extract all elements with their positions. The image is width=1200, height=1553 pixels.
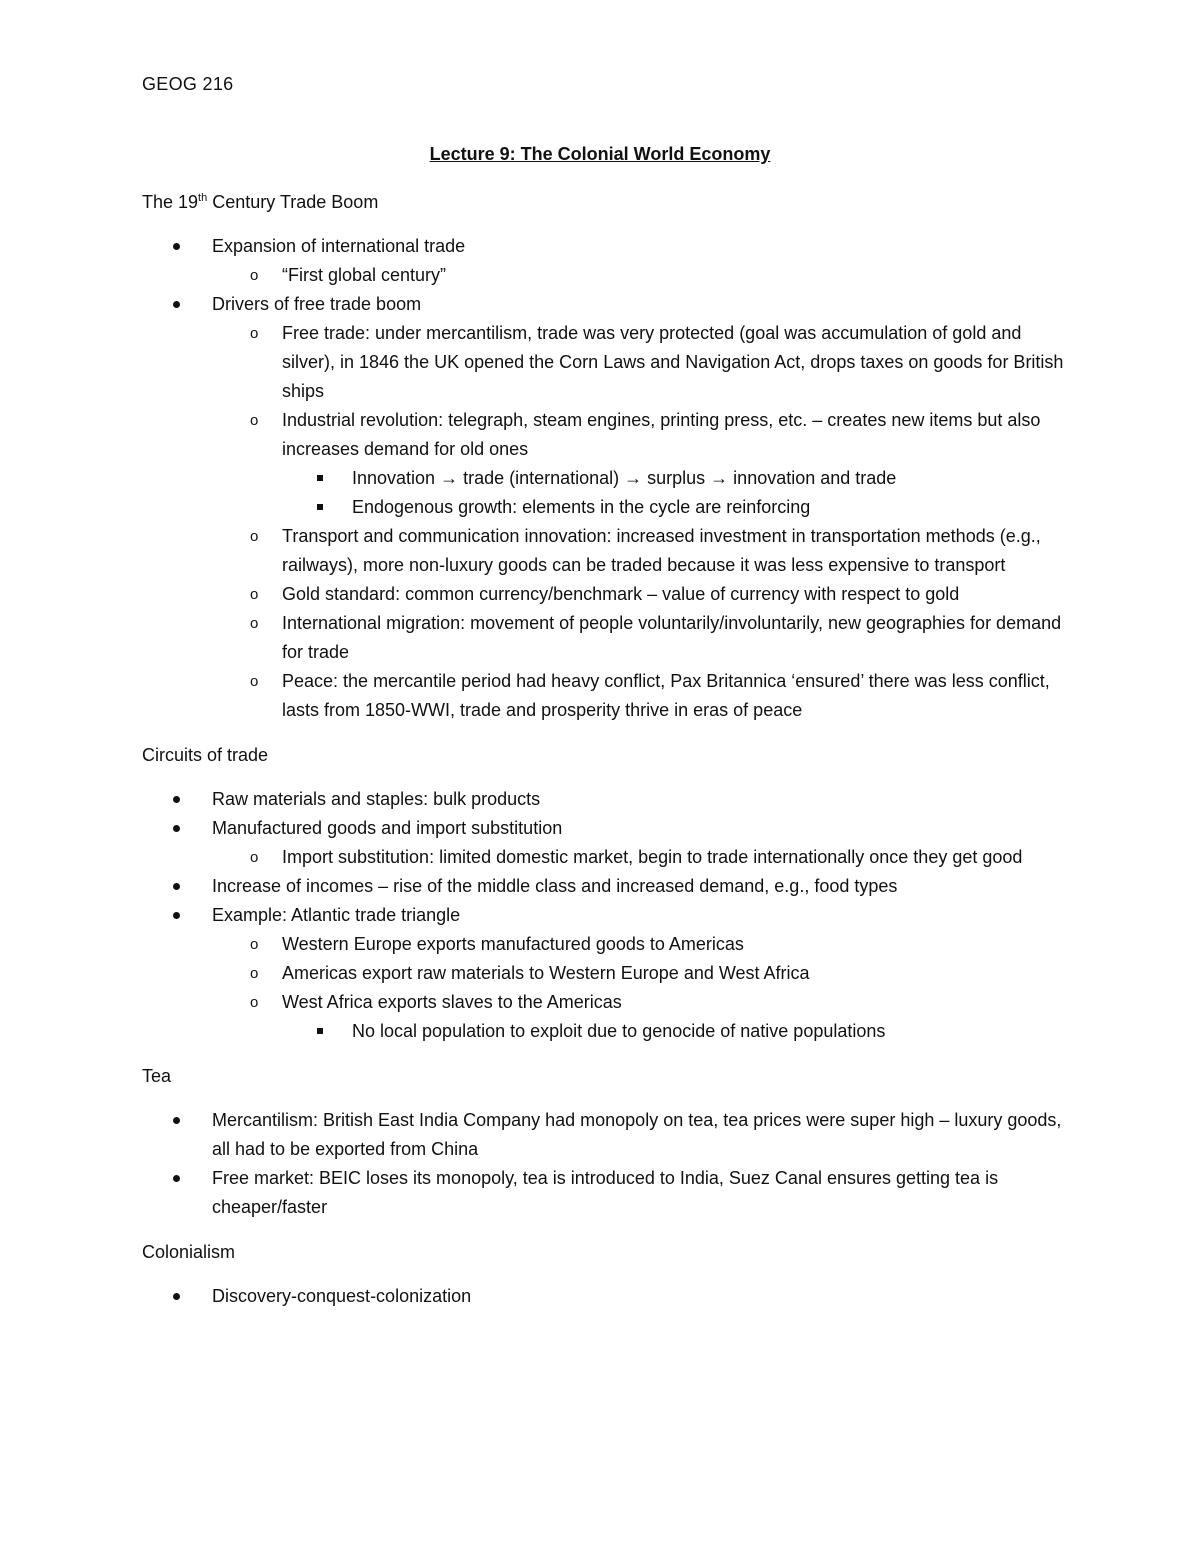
- bullet-dot-icon: [173, 796, 180, 803]
- sub-sub-list: [282, 464, 1072, 522]
- sub-list-item: [212, 406, 1072, 522]
- list-item: [142, 814, 1072, 872]
- sub-list-item: [212, 667, 1072, 725]
- bullet-list: [142, 1282, 1072, 1311]
- section-heading: [142, 741, 1072, 770]
- sub-sub-list-item-text: Endogenous growth: elements in the cycle are reinforcing: [352, 497, 811, 517]
- section-heading: [142, 1062, 1072, 1091]
- document-body: [142, 188, 1072, 1327]
- list-item: [142, 1282, 1072, 1311]
- sub-list-item-text: Peace: the mercantile period had heavy conflict, Pax Britannica ‘ensured’ there was less conflict, lasts from 1850-WWI, trade and prosperity thrive in eras of peace: [282, 671, 1050, 720]
- list-item-text: Raw materials and staples: bulk products: [212, 789, 541, 809]
- bullet-circle-icon: o: [250, 325, 259, 342]
- bullet-circle-icon: o: [250, 673, 259, 690]
- section-heading: [142, 1238, 1072, 1267]
- section: [142, 741, 1072, 1046]
- sub-list-item: [212, 959, 1072, 988]
- sub-list-item: [212, 580, 1072, 609]
- bullet-dot-icon: [173, 912, 180, 919]
- bullet-list: [142, 1106, 1072, 1222]
- list-item-text: Increase of incomes – rise of the middle class and increased demand, e.g., food types: [212, 876, 898, 896]
- bullet-dot-icon: [173, 301, 180, 308]
- sub-sub-list-item-text: Innovation → trade (international) → surplus → innovation and trade: [352, 468, 897, 488]
- bullet-circle-icon: o: [250, 994, 259, 1011]
- sub-list-item-text: Gold standard: common currency/benchmark – value of currency with respect to gold: [282, 584, 960, 604]
- list-item: [142, 872, 1072, 901]
- sub-sub-list-item-text: No local population to exploit due to genocide of native populations: [352, 1021, 886, 1041]
- bullet-circle-icon: o: [250, 965, 259, 982]
- sub-list-item: [212, 988, 1072, 1046]
- bullet-circle-icon: o: [250, 267, 259, 284]
- bullet-list: [142, 785, 1072, 1046]
- list-item-text: Expansion of international trade: [212, 236, 466, 256]
- section-heading: [142, 188, 1072, 217]
- sub-sub-list-item: [282, 1017, 1072, 1046]
- bullet-list: [142, 232, 1072, 725]
- bullet-circle-icon: o: [250, 586, 259, 603]
- bullet-dot-icon: [173, 825, 180, 832]
- sub-list-item: [212, 843, 1072, 872]
- bullet-dot-icon: [173, 1175, 180, 1182]
- sub-list-item: [212, 609, 1072, 667]
- sub-sub-list: [282, 1017, 1072, 1046]
- sub-sub-list-item: [282, 493, 1072, 522]
- page-title: Lecture 9: The Colonial World Economy: [429, 144, 771, 164]
- list-item-text: Example: Atlantic trade triangle: [212, 905, 461, 925]
- section: [142, 1062, 1072, 1222]
- sub-list: [212, 843, 1072, 872]
- list-item: [142, 785, 1072, 814]
- bullet-dot-icon: [173, 1293, 180, 1300]
- sub-sub-list-item: [282, 464, 1072, 493]
- bullet-circle-icon: o: [250, 412, 259, 429]
- sub-list-item: [212, 261, 1072, 290]
- section-heading-text: The 19: [142, 192, 199, 212]
- bullet-dot-icon: [173, 883, 180, 890]
- list-item: [142, 1106, 1072, 1164]
- bullet-square-icon: [317, 504, 323, 510]
- sub-list-item-text: Western Europe exports manufactured goods to Americas: [282, 934, 744, 954]
- list-item-text: Manufactured goods and import substitution: [212, 818, 563, 838]
- section-heading-text: Colonialism: [142, 1242, 236, 1262]
- sub-list-item-text: Import substitution: limited domestic market, begin to trade internationally once they get good: [282, 847, 1023, 867]
- list-item-text: Drivers of free trade boom: [212, 294, 422, 314]
- section-heading-text: Century Trade Boom: [207, 192, 379, 212]
- bullet-square-icon: [317, 475, 323, 481]
- bullet-dot-icon: [173, 1117, 180, 1124]
- sub-list-item-text: Industrial revolution: telegraph, steam engines, printing press, etc. – creates new items but also increases demand for old ones: [282, 410, 1041, 459]
- list-item-text: Discovery-conquest-colonization: [212, 1286, 472, 1306]
- bullet-circle-icon: o: [250, 615, 259, 632]
- sub-list-item-text: Free trade: under mercantilism, trade was very protected (goal was accumulation of gold and silver), in 1846 the UK opened the Corn Laws and Navigation Act, drops taxes on goods for British ships: [282, 323, 1064, 401]
- section-heading-text: Circuits of trade: [142, 745, 269, 765]
- sub-list-item: [212, 319, 1072, 406]
- list-item: [142, 1164, 1072, 1222]
- sub-list-item-text: Transport and communication innovation: increased investment in transportation methods (e.g., railways), more non-luxury goods can be traded because it was less expensive to transport: [282, 526, 1041, 575]
- list-item-text: Mercantilism: British East India Company had monopoly on tea, tea prices were super high – luxury goods, all had to be exported from China: [212, 1110, 1062, 1159]
- sub-list-item: [212, 522, 1072, 580]
- bullet-circle-icon: o: [250, 528, 259, 545]
- section-heading-text: Tea: [142, 1066, 172, 1086]
- sub-list: [212, 261, 1072, 290]
- bullet-square-icon: [317, 1028, 323, 1034]
- course-code: GEOG 216: [142, 74, 234, 94]
- sub-list-item: [212, 930, 1072, 959]
- bullet-circle-icon: o: [250, 849, 259, 866]
- sub-list-item-text: West Africa exports slaves to the Americas: [282, 992, 622, 1012]
- section: [142, 1238, 1072, 1311]
- sub-list: [212, 319, 1072, 725]
- list-item: [142, 901, 1072, 1046]
- sub-list-item-text: Americas export raw materials to Western Europe and West Africa: [282, 963, 810, 983]
- sub-list: [212, 930, 1072, 1046]
- bullet-dot-icon: [173, 243, 180, 250]
- list-item: [142, 232, 1072, 290]
- list-item-text: Free market: BEIC loses its monopoly, tea is introduced to India, Suez Canal ensures getting tea is cheaper/faster: [212, 1168, 999, 1217]
- bullet-circle-icon: o: [250, 936, 259, 953]
- sub-list-item-text: “First global century”: [282, 265, 447, 285]
- sub-list-item-text: International migration: movement of people voluntarily/involuntarily, new geographies for demand for trade: [282, 613, 1062, 662]
- list-item: [142, 290, 1072, 725]
- superscript: th: [198, 192, 208, 204]
- section: [142, 188, 1072, 725]
